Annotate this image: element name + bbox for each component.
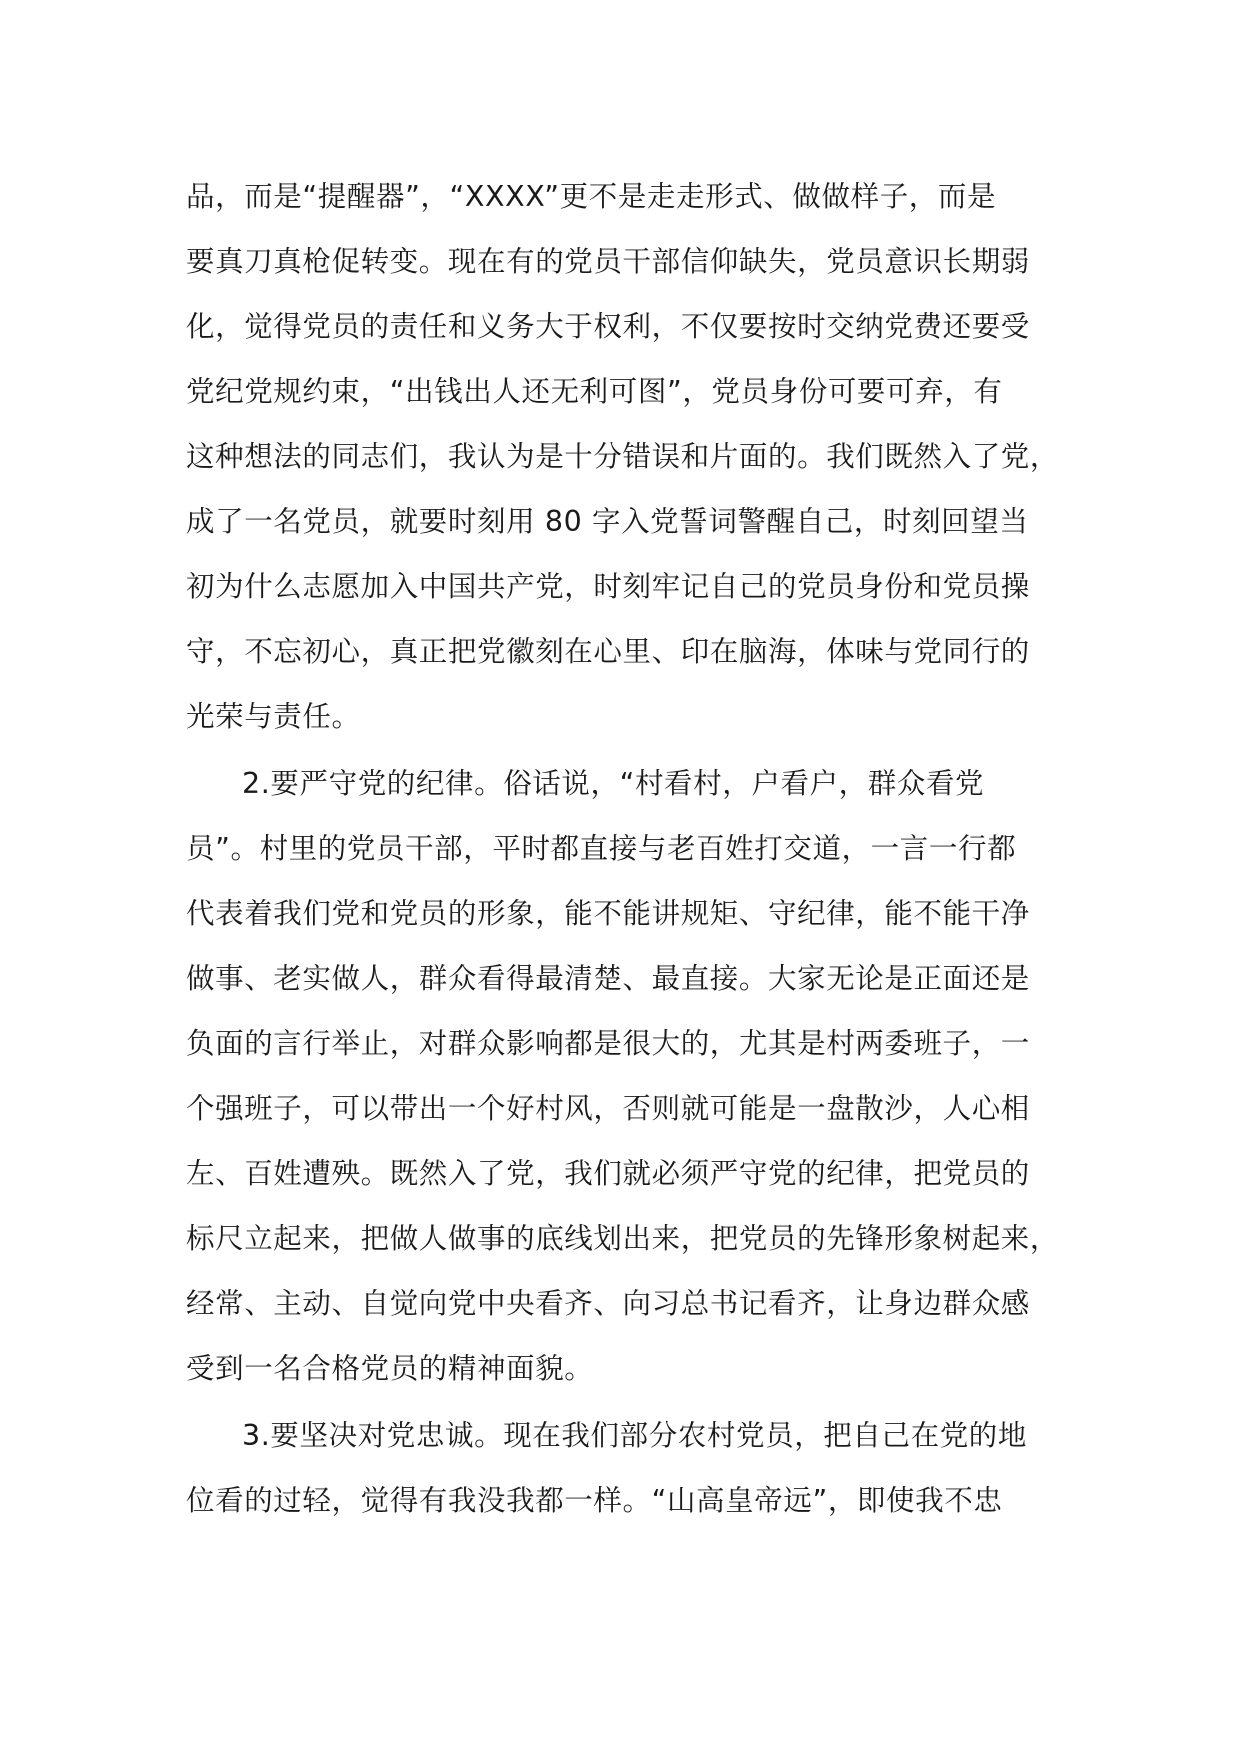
paragraph-heading-3: 3.要坚决对党忠诚。现在我们部分农村党员，把自己在党的地 [242,1419,1027,1452]
paragraph-heading-2: 2.要严守党的纪律。俗话说，“村看村，户看户，群众看党 [242,767,985,800]
text-line: 守，不忘初心，真正把党徽刻在心里、印在脑海，体味与党同行的 [186,635,1030,668]
text-line: 经常、主动、自觉向党中央看齐、向习总书记看齐，让身边群众感 [186,1287,1030,1320]
text-line: 要真刀真枪促转变。现在有的党员干部信仰缺失，党员意识长期弱 [186,245,1030,278]
text-line: 负面的言行举止，对群众影响都是很大的，尤其是村两委班子，一 [186,1027,1030,1060]
text-line: 化，觉得党员的责任和义务大于权利，不仅要按时交纳党费还要受 [186,310,1030,343]
text-line: 标尺立起来，把做人做事的底线划出来，把党员的先锋形象树起来， [186,1222,1060,1255]
body-text [186,164,1086,1533]
text-line: 初为什么志愿加入中国共产党，时刻牢记自己的党员身份和党员操 [186,570,1030,603]
text-line: 代表着我们党和党员的形象，能不能讲规矩、守纪律，能不能干净 [186,897,1030,930]
text-line: 员”。村里的党员干部，平时都直接与老百姓打交道，一言一行都 [186,832,1017,865]
text-line: 成了一名党员，就要时刻用 80 字入党誓词警醒自己，时刻回望当 [186,505,1029,538]
text-line: 光荣与责任。 [186,700,361,733]
text-line: 个强班子，可以带出一个好村风，否则就可能是一盘散沙，人心相 [186,1092,1030,1125]
text-line: 左、百姓遭殃。既然入了党，我们就必须严守党的纪律，把党员的 [186,1157,1030,1190]
text-line: 受到一名合格党员的精神面貌。 [186,1352,594,1385]
text-line: 做事、老实做人，群众看得最清楚、最直接。大家无论是正面还是 [186,962,1030,995]
text-line: 这种想法的同志们，我认为是十分错误和片面的。我们既然入了党， [186,440,1060,473]
text-line: 位看的过轻，觉得有我没我都一样。“山高皇帝远”，即使我不忠 [186,1484,1003,1517]
text-line: 品，而是“提醒器”，“XXXX”更不是走走形式、做做样子，而是 [186,180,997,213]
text-line: 党纪党规约束，“出钱出人还无利可图”，党员身份可要可弃，有 [186,375,1003,408]
